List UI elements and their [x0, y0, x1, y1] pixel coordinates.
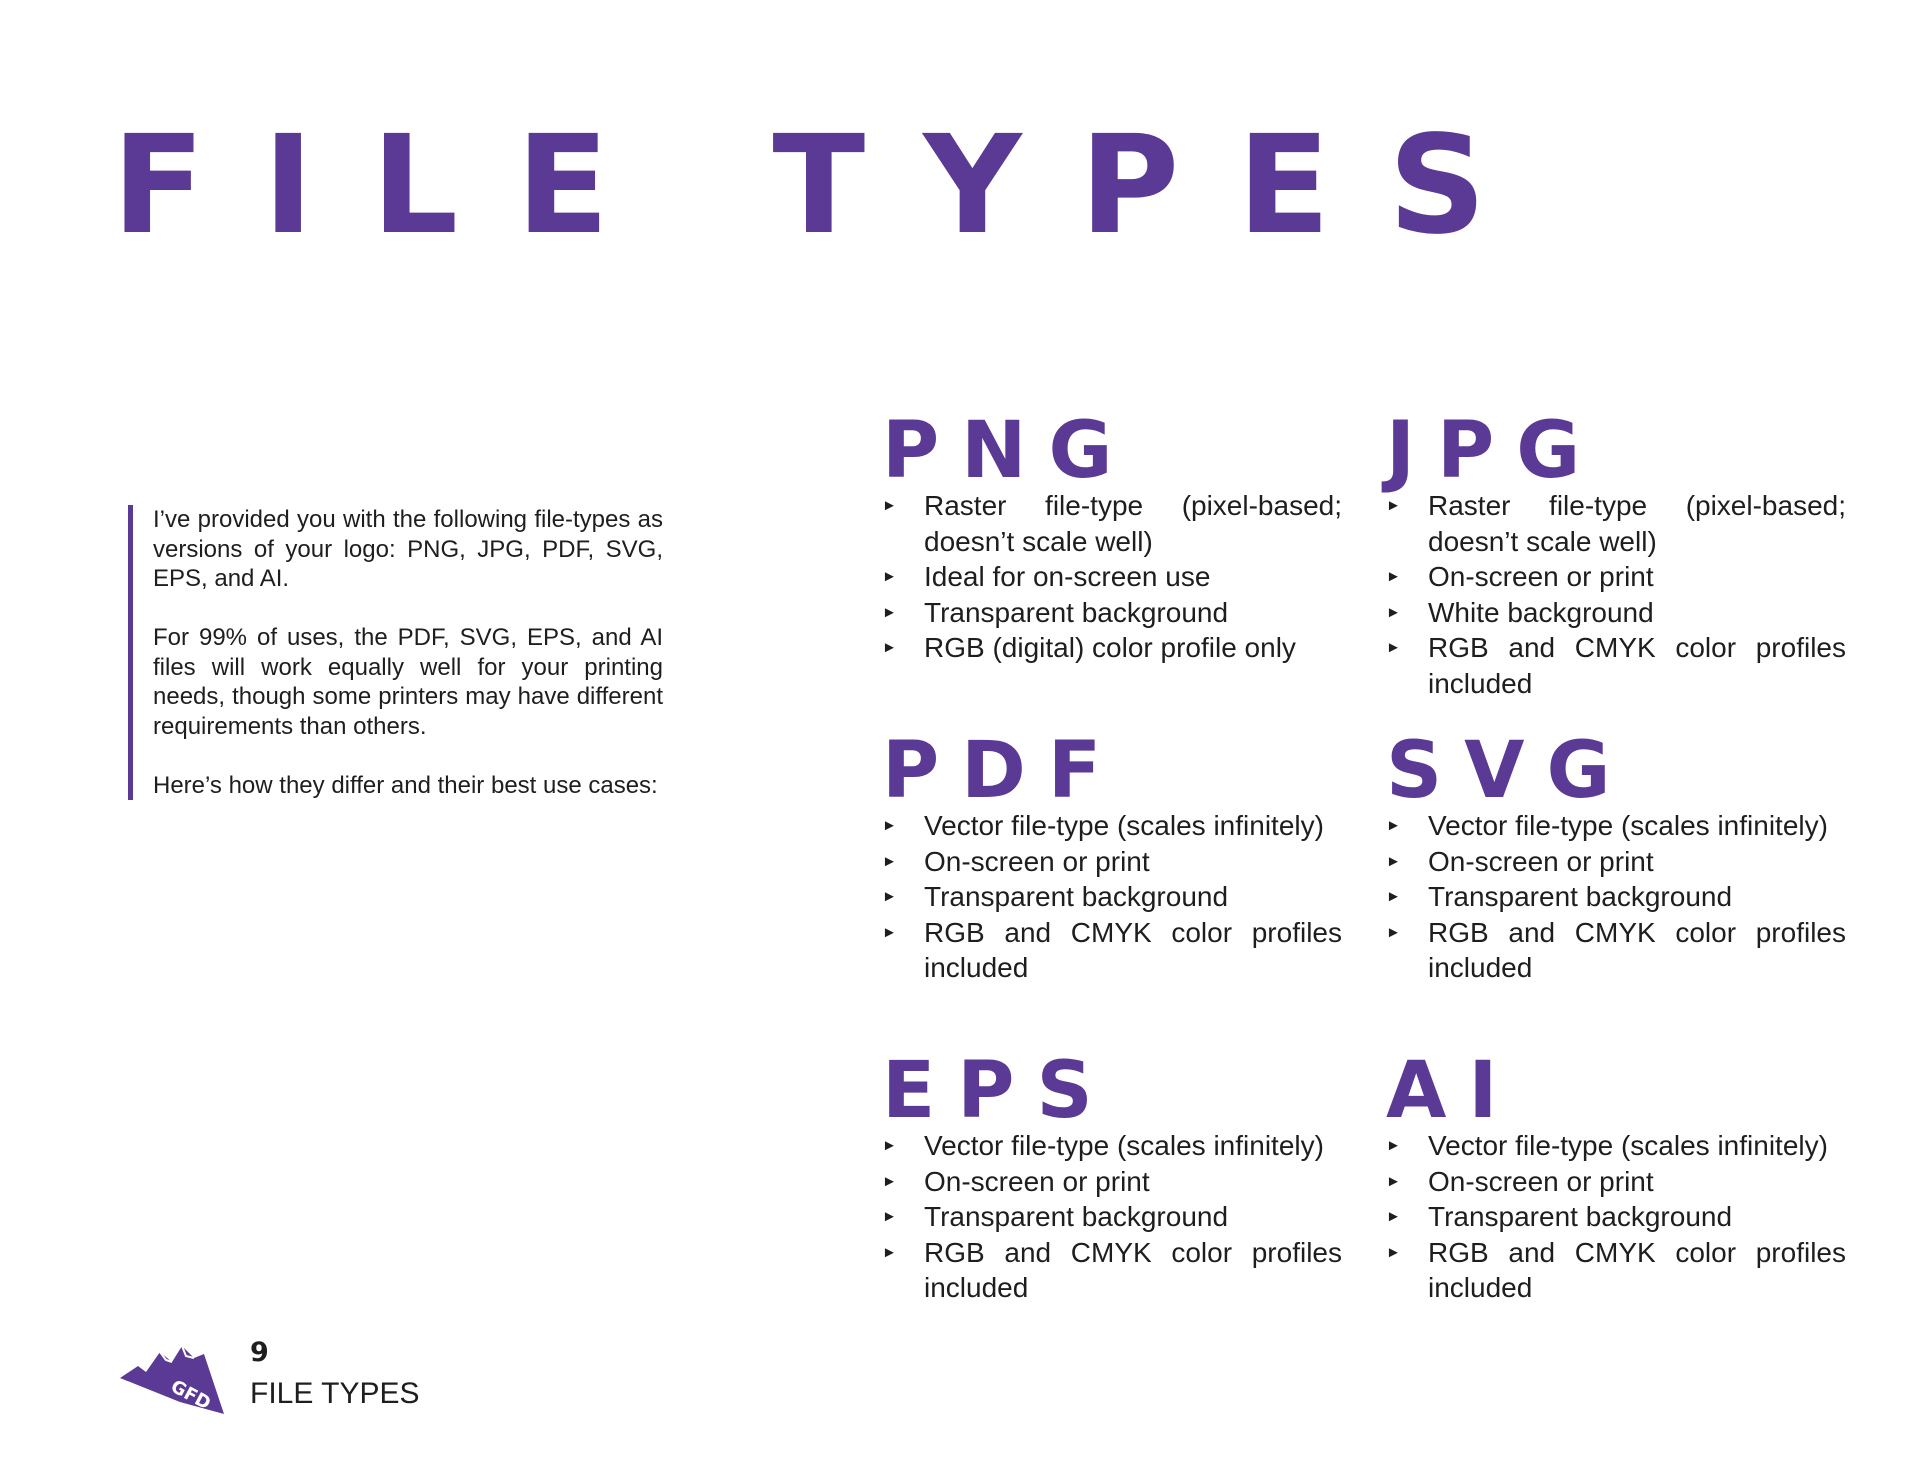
- bullet-text: Raster file-type (pixel-based; doesn’t scale well): [924, 490, 1342, 557]
- bullet-text: RGB and CMYK color profiles included: [1428, 632, 1846, 699]
- bullet-text: On-screen or print: [924, 845, 1150, 877]
- bullet-arrow-icon: ►: [882, 1137, 897, 1154]
- file-type-heading: PNG: [882, 406, 1135, 496]
- bullet-text: Vector file-type (scales infinitely): [1428, 1130, 1828, 1161]
- bullet-item: [882, 879, 1342, 915]
- bullet-text: RGB and CMYK color profiles included: [924, 916, 1342, 983]
- file-type-eps: [882, 1046, 1342, 1306]
- bullet-item: [882, 488, 1342, 559]
- file-type-heading: SVG: [1386, 726, 1633, 816]
- bullet-item: [882, 1164, 1342, 1200]
- bullet-arrow-icon: ►: [882, 568, 897, 585]
- bullet-item: [1386, 844, 1846, 880]
- bullet-arrow-icon: ►: [882, 1172, 897, 1190]
- bullet-item: [1386, 915, 1846, 986]
- bullet-arrow-icon: ►: [882, 603, 897, 621]
- bullet-text: Ideal for on-screen use: [924, 561, 1211, 592]
- file-type-bullets: [1386, 1128, 1846, 1306]
- bullet-arrow-icon: ►: [1386, 603, 1401, 621]
- bullet-arrow-icon: ►: [1386, 497, 1401, 514]
- file-type-png: [882, 406, 1342, 666]
- page-title: FILE TYPES: [112, 107, 1545, 265]
- bullet-arrow-icon: ►: [882, 639, 897, 656]
- bullet-arrow-icon: ►: [882, 497, 897, 514]
- bullet-item: [1386, 1164, 1846, 1200]
- page-number: 9: [250, 1337, 269, 1368]
- file-type-svg: [1386, 726, 1846, 986]
- bullet-arrow-icon: ►: [1386, 923, 1401, 941]
- intro-paragraph: For 99% of uses, the PDF, SVG, EPS, and AI files will work equally well for your printing needs, though some printers may have different requirements than others.: [153, 624, 663, 740]
- bullet-text: Raster file-type (pixel-based; doesn’t scale well): [1428, 490, 1846, 557]
- bullet-item: [1386, 630, 1846, 701]
- bullet-item: [1386, 488, 1846, 559]
- bullet-text: RGB and CMYK color profiles included: [924, 1236, 1342, 1303]
- bullet-arrow-icon: ►: [1386, 639, 1401, 656]
- bullet-item: [1386, 559, 1846, 595]
- bullet-item: [1386, 1128, 1846, 1164]
- file-type-jpg: [1386, 406, 1846, 701]
- bullet-item: [1386, 808, 1846, 844]
- bullet-arrow-icon: ►: [1386, 1208, 1401, 1225]
- bullet-item: [882, 595, 1342, 631]
- bullet-text: RGB and CMYK color profiles included: [1428, 916, 1846, 983]
- bullet-item: [882, 1235, 1342, 1306]
- bullet-arrow-icon: ►: [882, 888, 897, 905]
- bullet-arrow-icon: ►: [882, 817, 897, 834]
- file-type-heading: JPG: [1386, 406, 1603, 496]
- bullet-item: [882, 630, 1342, 666]
- file-type-bullets: [882, 808, 1342, 986]
- bullet-item: [1386, 1199, 1846, 1235]
- bullet-arrow-icon: ►: [882, 1243, 897, 1261]
- file-type-bullets: [882, 1128, 1342, 1306]
- bullet-arrow-icon: ►: [1386, 1137, 1401, 1154]
- intro-paragraph: Here’s how they differ and their best use cases:: [153, 771, 658, 799]
- bullet-item: [882, 808, 1342, 844]
- bullet-arrow-icon: ►: [1386, 888, 1401, 905]
- intro-paragraph: I’ve provided you with the following file-types as versions of your logo: PNG, JPG, PDF, SVG, EPS, and AI.: [153, 506, 663, 592]
- bullet-item: [882, 844, 1342, 880]
- bullet-text: On-screen or print: [1428, 561, 1654, 592]
- file-type-heading: PDF: [882, 726, 1124, 816]
- bullet-arrow-icon: ►: [1386, 568, 1401, 585]
- bullet-text: RGB and CMYK color profiles included: [1428, 1236, 1846, 1303]
- bullet-arrow-icon: ►: [1386, 1172, 1401, 1190]
- bullet-item: [882, 1199, 1342, 1235]
- bullet-text: RGB (digital) color profile only: [924, 632, 1296, 663]
- bullet-arrow-icon: ►: [1386, 1243, 1401, 1261]
- bullet-item: [882, 915, 1342, 986]
- bullet-text: Transparent background: [1428, 1201, 1733, 1232]
- bullet-text: On-screen or print: [1428, 1165, 1654, 1197]
- bullet-text: On-screen or print: [924, 1165, 1150, 1197]
- bullet-item: [882, 1128, 1342, 1164]
- bullet-arrow-icon: ►: [882, 1208, 897, 1225]
- bullet-item: [882, 559, 1342, 595]
- bullet-text: Transparent background: [1428, 881, 1733, 912]
- file-type-heading: EPS: [882, 1046, 1115, 1136]
- file-type-ai: [1386, 1046, 1846, 1306]
- bullet-text: On-screen or print: [1428, 845, 1654, 877]
- bullet-text: Transparent background: [924, 596, 1229, 628]
- bullet-text: Vector file-type (scales infinitely): [924, 1130, 1324, 1161]
- file-type-heading: AI: [1386, 1046, 1520, 1136]
- bullet-text: Transparent background: [924, 881, 1229, 912]
- bullet-item: [1386, 595, 1846, 631]
- bullet-text: Vector file-type (scales infinitely): [924, 810, 1324, 841]
- bullet-item: [1386, 879, 1846, 915]
- file-type-bullets: [882, 488, 1342, 666]
- logo-text: GFD: [167, 1376, 215, 1414]
- file-type-bullets: [1386, 808, 1846, 986]
- bullet-text: White background: [1428, 596, 1654, 628]
- bullet-arrow-icon: ►: [882, 852, 897, 870]
- bullet-arrow-icon: ►: [1386, 852, 1401, 870]
- section-label: FILE TYPES: [250, 1377, 420, 1410]
- mountain-logo-icon: [120, 1336, 224, 1414]
- bullet-text: Vector file-type (scales infinitely): [1428, 810, 1828, 841]
- file-type-bullets: [1386, 488, 1846, 701]
- bullet-arrow-icon: ►: [882, 923, 897, 941]
- intro-text: [128, 505, 663, 800]
- bullet-text: Transparent background: [924, 1201, 1229, 1232]
- file-type-pdf: [882, 726, 1342, 986]
- bullet-arrow-icon: ►: [1386, 817, 1401, 834]
- bullet-item: [1386, 1235, 1846, 1306]
